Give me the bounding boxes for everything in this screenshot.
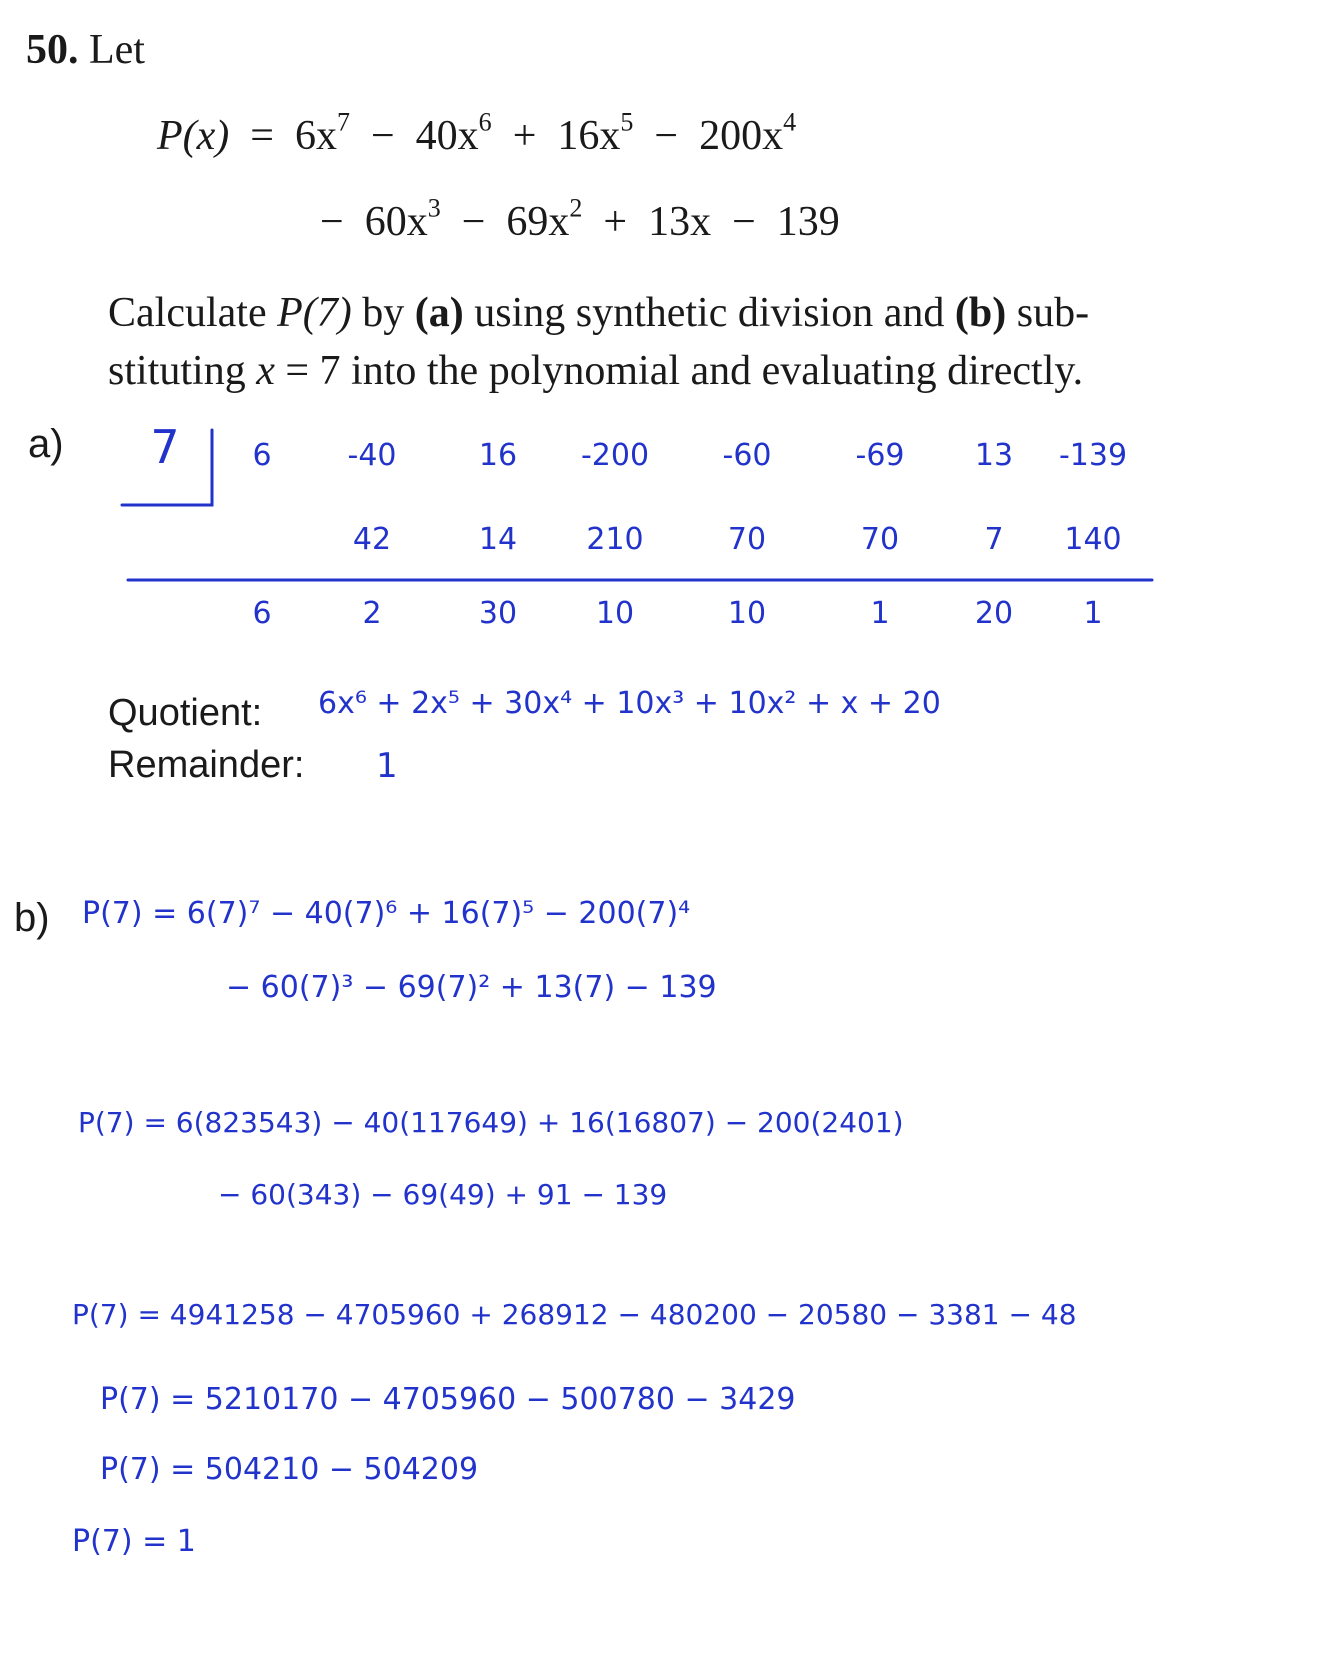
synthetic-coefficient: -40: [347, 438, 397, 473]
synthetic-coefficient: -60: [722, 438, 772, 473]
synthetic-result: 1: [870, 596, 890, 631]
poly-op: −: [370, 113, 395, 159]
problem-intro: Let: [89, 27, 145, 73]
synthetic-product: 70: [860, 522, 900, 557]
synthetic-product: 210: [586, 522, 644, 557]
instruction-line-1: Calculate P(7) by (a) using synthetic division and (b) sub-: [108, 290, 1090, 336]
synthetic-coefficient: 16: [478, 438, 518, 473]
poly-op: −: [654, 113, 679, 159]
work-step-3: P(7) = 4941258 − 4705960 + 268912 − 480200 − 20580 − 3381 − 48: [72, 1298, 1077, 1331]
work-step-2-line-2: − 60(343) − 69(49) + 91 − 139: [218, 1178, 668, 1211]
quotient-label: Quotient:: [108, 692, 263, 734]
synthetic-product: 140: [1064, 522, 1122, 557]
work-step-6: P(7) = 1: [72, 1524, 196, 1559]
work-step-2-line-1: P(7) = 6(823543) − 40(117649) + 16(16807) − 200(2401): [78, 1106, 904, 1139]
poly-op: −: [732, 199, 756, 245]
poly-op: −: [461, 199, 486, 245]
synthetic-product: 7: [984, 522, 1004, 557]
synthetic-product: 14: [478, 522, 518, 557]
synthetic-coefficient: -69: [855, 438, 905, 473]
work-step-1-line-2: − 60(7)³ − 69(7)² + 13(7) − 139: [226, 970, 717, 1005]
synthetic-result: 30: [478, 596, 518, 631]
quotient-value: 6x⁶ + 2x⁵ + 30x⁴ + 10x³ + 10x² + x + 20: [318, 686, 941, 721]
poly-term: $60x^3$: [364, 193, 441, 245]
work-step-5: P(7) = 504210 − 504209: [100, 1452, 479, 1487]
poly-term: 139: [776, 199, 840, 245]
synthetic-coefficient: -139: [1058, 438, 1128, 473]
poly-lhs: P(x): [157, 113, 230, 159]
synthetic-result: 6: [252, 596, 272, 631]
poly-term: $69x^2$: [506, 193, 583, 245]
poly-op: +: [512, 113, 537, 159]
remainder-value: 1: [376, 746, 398, 786]
synthetic-coefficient: 6: [252, 438, 272, 473]
poly-term: $6x^7$: [294, 107, 350, 159]
synthetic-coefficient: -200: [580, 438, 650, 473]
synthetic-divisor: 7: [150, 420, 180, 474]
poly-eq: =: [250, 113, 274, 159]
synthetic-result: 10: [727, 596, 767, 631]
synthetic-product: 42: [352, 522, 392, 557]
work-step-1-line-1: P(7) = 6(7)⁷ − 40(7)⁶ + 16(7)⁵ − 200(7)⁴: [82, 896, 691, 931]
poly-term: 13x: [648, 199, 712, 245]
instruction-line-2: stituting x = 7 into the polynomial and evaluating directly.: [108, 348, 1084, 394]
work-step-4: P(7) = 5210170 − 4705960 − 500780 − 3429: [100, 1382, 796, 1417]
synthetic-result: 2: [362, 596, 382, 631]
synthetic-coefficient: 13: [974, 438, 1014, 473]
part-a-label: a): [28, 422, 64, 466]
synthetic-product: 70: [727, 522, 767, 557]
synthetic-result: 10: [595, 596, 635, 631]
poly-op: +: [603, 199, 628, 245]
poly-term: $200x^4$: [699, 107, 797, 159]
poly-op: −: [320, 199, 344, 245]
synthetic-result: 20: [974, 596, 1014, 631]
synthetic-result: 1: [1083, 596, 1103, 631]
poly-term: $16x^5$: [557, 107, 634, 159]
poly-term: $40x^6$: [415, 107, 492, 159]
remainder-label: Remainder:: [108, 744, 305, 786]
problem-number: 50.: [26, 27, 79, 73]
part-b-label: b): [14, 896, 50, 940]
